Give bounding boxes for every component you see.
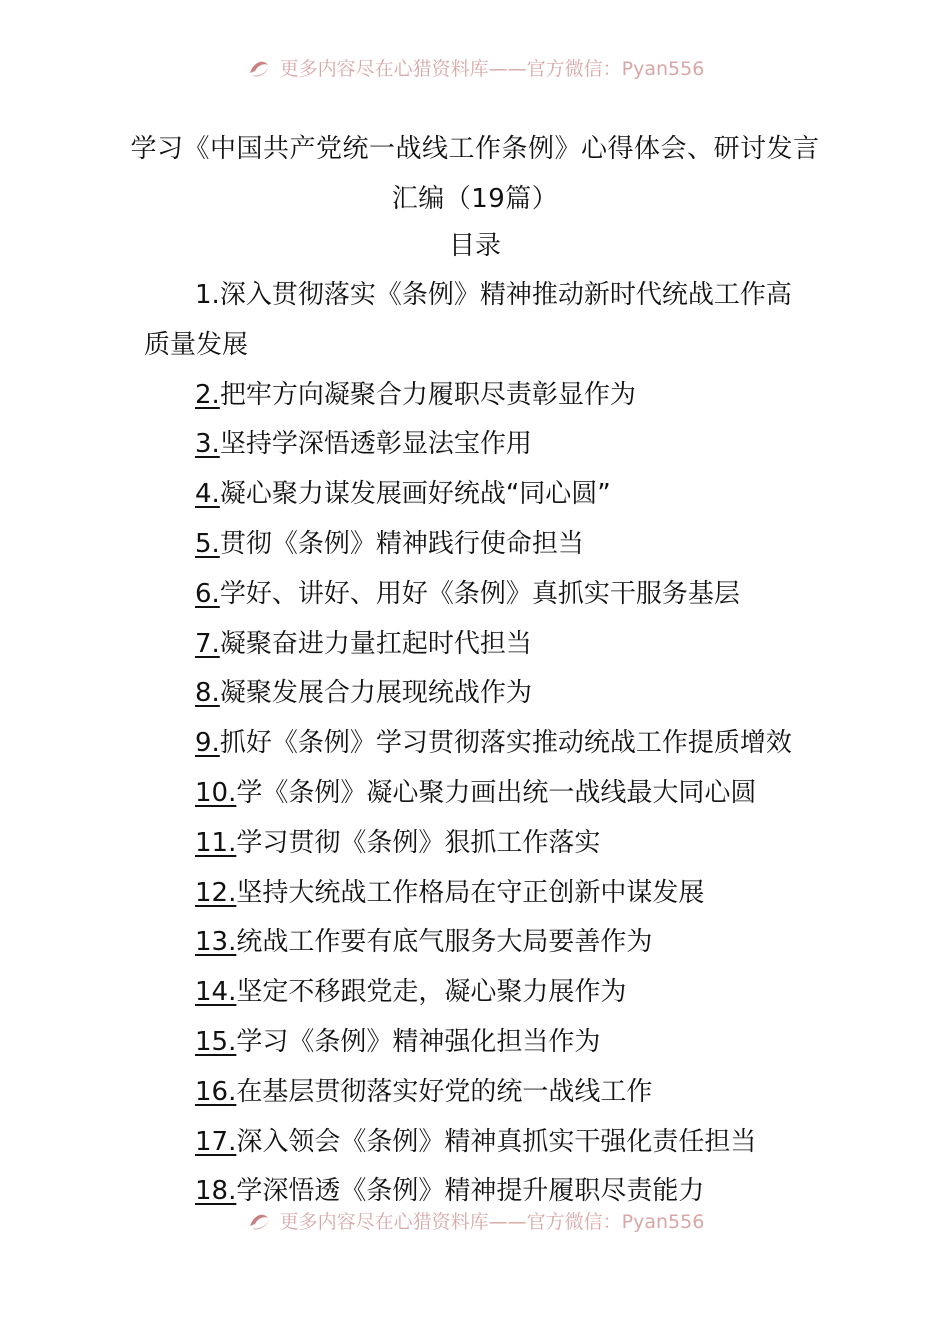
- toc-heading: 目录: [448, 231, 501, 261]
- toc-item-title: 学习《条例》精神强化担当作为: [236, 1026, 601, 1057]
- toc-item-title: 把牢方向凝聚合力履职尽责彰显作为: [219, 379, 636, 410]
- toc-item-title: 学《条例》凝心聚力画出统一战线最大同心圆: [236, 777, 757, 808]
- toc-item-title: 深入领会《条例》精神真抓实干强化责任担当: [236, 1126, 757, 1157]
- toc-item[interactable]: [144, 570, 814, 620]
- toc-item-title: 抓好《条例》学习贯彻落实推动统战工作提质增效: [219, 728, 792, 759]
- toc-item-number: 14.: [195, 977, 237, 1008]
- watermark-text: 更多内容尽在心猎资料库——官方微信：Pyan556: [279, 1211, 705, 1233]
- toc-item[interactable]: [144, 918, 814, 968]
- toc-item-number: 4.: [195, 479, 220, 510]
- brand-logo-icon: [246, 57, 272, 79]
- toc-item-title: 坚定不移跟党走，凝心聚力展作为: [236, 977, 627, 1008]
- toc-item-number: 5.: [195, 528, 220, 559]
- document-title: 学习《中国共产党统一战线工作条例》心得体会、研讨发言汇编（19篇）: [130, 134, 820, 214]
- watermark-top: [0, 52, 950, 80]
- toc-item[interactable]: [144, 1018, 814, 1068]
- toc-item-number: 18.: [195, 1176, 237, 1207]
- toc-item[interactable]: [144, 371, 814, 421]
- toc-item[interactable]: [144, 719, 814, 769]
- toc-item-title: 学好、讲好、用好《条例》真抓实干服务基层: [219, 578, 740, 609]
- toc-item-title: 凝聚发展合力展现统战作为: [219, 678, 532, 709]
- toc-item-title: 凝聚奋进力量扛起时代担当: [219, 628, 532, 659]
- toc-item-number: 9.: [195, 728, 220, 759]
- toc-item-number: 10.: [195, 777, 237, 808]
- toc-item-title: 坚持学深悟透彰显法宝作用: [219, 429, 532, 460]
- toc-item-title: 学习贯彻《条例》狠抓工作落实: [236, 827, 601, 858]
- toc-item-title: 统战工作要有底气服务大局要善作为: [236, 927, 653, 958]
- toc-item-title: 在基层贯彻落实好党的统一战线工作: [236, 1076, 653, 1107]
- watermark-text: 更多内容尽在心猎资料库——官方微信：Pyan556: [279, 58, 705, 80]
- toc-item-number: 13.: [195, 927, 237, 958]
- toc-item[interactable]: [144, 420, 814, 470]
- toc-item-number: 17.: [195, 1126, 237, 1157]
- toc-item[interactable]: [144, 669, 814, 719]
- toc-item-title: 学深悟透《条例》精神提升履职尽责能力: [236, 1176, 705, 1207]
- toc-item-number: 3.: [195, 429, 220, 460]
- toc-item[interactable]: [144, 819, 814, 869]
- toc-item[interactable]: [144, 271, 814, 371]
- toc-item-number: 2.: [195, 379, 220, 410]
- toc-item-number: 16.: [195, 1076, 237, 1107]
- toc-item-number: 8.: [195, 678, 220, 709]
- toc-item-number: 6.: [195, 578, 220, 609]
- toc-item-number: 15.: [195, 1026, 237, 1057]
- toc-item[interactable]: [144, 520, 814, 570]
- brand-logo-icon: [246, 1210, 272, 1232]
- toc-item[interactable]: [144, 1068, 814, 1118]
- toc-item-number: 12.: [195, 877, 237, 908]
- toc-item-title: 凝心聚力谋发展画好统战“同心圆”: [219, 479, 611, 510]
- toc-item[interactable]: [144, 1118, 814, 1168]
- toc-item[interactable]: [144, 869, 814, 919]
- toc-item-number: 7.: [195, 628, 220, 659]
- toc-item-number: 1.: [195, 280, 220, 310]
- watermark-bottom: [0, 1205, 950, 1233]
- toc-item-title: 深入贯彻落实《条例》精神推动新时代统战工作高质量发展: [144, 280, 792, 360]
- toc-item[interactable]: [144, 968, 814, 1018]
- toc-item[interactable]: [144, 470, 814, 520]
- toc-item-title: 贯彻《条例》精神践行使命担当: [219, 528, 584, 559]
- table-of-contents: [144, 271, 814, 1217]
- toc-item-title: 坚持大统战工作格局在守正创新中谋发展: [236, 877, 705, 908]
- toc-item[interactable]: [144, 620, 814, 670]
- toc-item[interactable]: [144, 769, 814, 819]
- toc-item-number: 11.: [195, 827, 237, 858]
